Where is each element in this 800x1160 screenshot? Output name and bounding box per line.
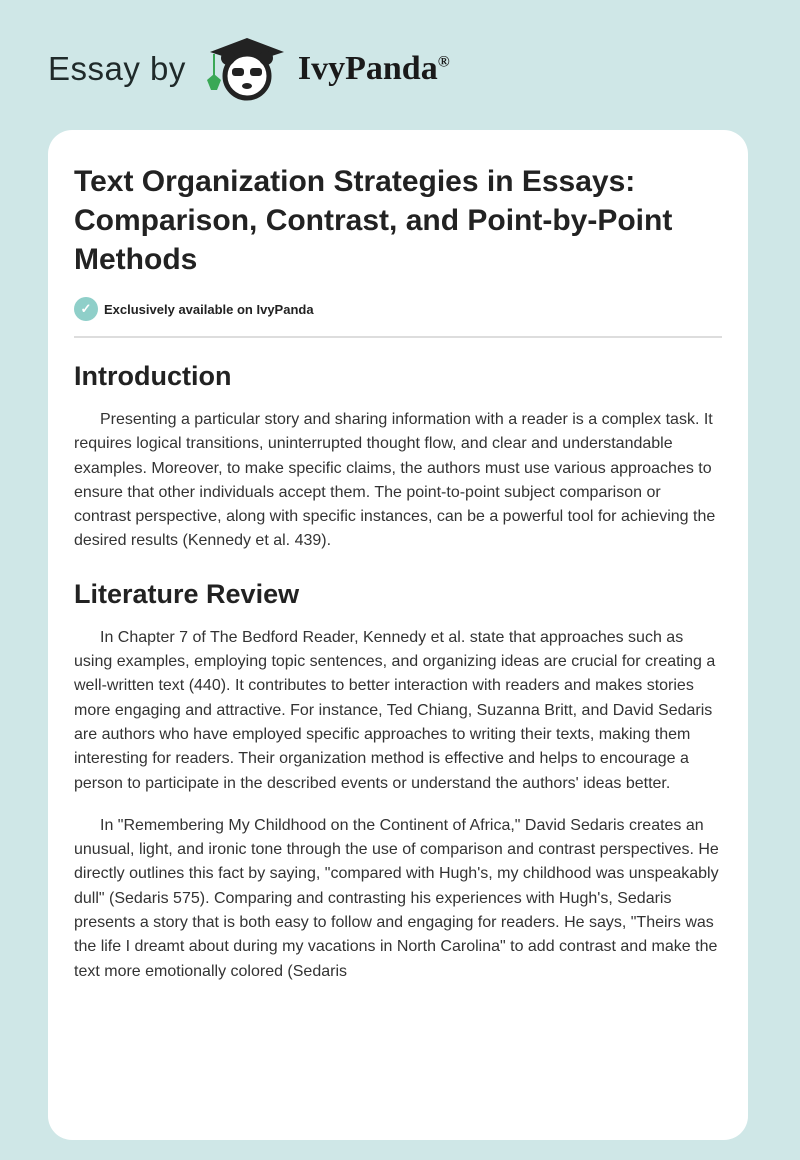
badge-label: Exclusively available on IvyPanda bbox=[104, 301, 314, 317]
section-heading: Literature Review bbox=[74, 578, 300, 609]
divider bbox=[74, 336, 722, 338]
check-icon: ✓ bbox=[74, 297, 98, 321]
ivypanda-logo-icon[interactable] bbox=[202, 34, 292, 104]
essay-by-label: Essay by bbox=[48, 50, 186, 87]
paragraph: In "Remembering My Childhood on the Continent of Africa," David Sedaris creates an unusual, light, and ironic tone through the use of comparison and contrast perspectives. He directly outlines this fact by saying, "compared with Hugh's, my childhood was unspeakably dull" (Sedaris 575). Comparing and contrasting his experiences with Hugh's, Sedaris presents a story that is both easy to follow and engaging for readers. He says, "Theirs was the life I dreamt about during my vacations in North Carolina" to add contrast and make the text more emotionally colored (Sedaris bbox=[74, 816, 719, 980]
section-heading: Introduction bbox=[74, 361, 232, 391]
paragraph: Presenting a particular story and sharing information with a reader is a complex task. It requires logical transitions, uninterrupted thought flow, and clear and understandable examples. Moreover, to make specific claims, the authors must use various approaches to ensure that other individuals accept them. The point-to-point subject comparison or contrast perspective, along with specific instances, can be a powerful tool for achieving the desired results (Kennedy et al. 439). bbox=[74, 411, 716, 550]
essay-title: Text Organization Strategies in Essays: Comparison, Contrast, and Point-by-Point Methods bbox=[74, 165, 673, 276]
essay-card bbox=[48, 130, 748, 1140]
paragraph: In Chapter 7 of The Bedford Reader, Kennedy et al. state that approaches such as using examples, employing topic sentences, and organizing ideas are crucial for creating a well-written text (440). It contributes to better interaction with readers and makes stories more engaging and attractive. For instance, Ted Chiang, Suzanna Britt, and David Sedaris are authors who have employed specific approaches to writing their texts, making them interesting for readers. Their organization method is effective and helps to encourage a person to participate in the described events or understand the authors' ideas better. bbox=[74, 628, 716, 792]
site-header bbox=[48, 34, 450, 104]
brand-name: IvyPanda® bbox=[297, 50, 450, 87]
exclusive-badge bbox=[74, 297, 722, 321]
